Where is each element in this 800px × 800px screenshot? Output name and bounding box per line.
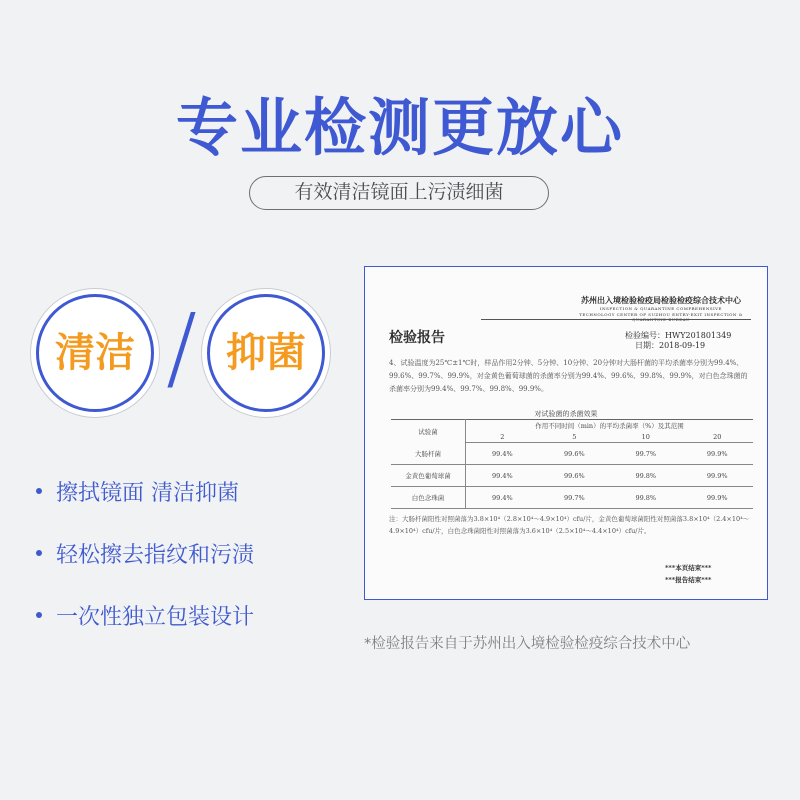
table-cell: 99.4% xyxy=(466,487,539,509)
report-table xyxy=(391,419,753,509)
table-header-time: 10 xyxy=(610,431,681,443)
feature-item xyxy=(34,538,254,600)
report-divider xyxy=(481,319,751,320)
feature-list xyxy=(34,476,254,662)
feature-item xyxy=(34,600,254,662)
badge-separator: / xyxy=(166,294,197,401)
inspection-report xyxy=(364,266,768,600)
table-cell: 99.6% xyxy=(539,443,610,465)
badge-antibacterial: 抑菌 xyxy=(207,294,325,412)
table-cell: 99.9% xyxy=(681,487,753,509)
bullet-icon xyxy=(36,550,42,556)
source-note: *检验报告来自于苏州出入境检验检疫综合技术中心 xyxy=(364,636,691,652)
feature-item xyxy=(34,476,254,538)
table-cell: 99.4% xyxy=(466,465,539,487)
table-cell-organism: 金黄色葡萄球菌 xyxy=(391,465,466,487)
page-headline: 专业检测更放心 xyxy=(175,91,624,164)
report-number: 检验编号：HWY201801349 xyxy=(625,331,732,340)
report-note: 注：大肠杆菌阳性对照菌落为3.8×10⁴（2.8×10⁴～4.9×10⁴）cfu/片，金黄色葡萄球菌阳性对照菌落3.8×10⁴（2.4×10⁴～4.9×10⁴）cfu/片，白色念珠菌阳性对照菌落为3.6×10⁴（2.5×10⁴～4.4×10⁴）cfu/片。 xyxy=(389,515,750,535)
report-end: ***报告结束*** xyxy=(665,576,712,584)
table-row xyxy=(391,487,753,509)
report-organization-en-line2: TECHNOLOGY CENTER OF SUZHOU ENTRY-EXIT INSPECTION & QUARANTINE BUREAU xyxy=(579,312,743,322)
table-cell: 99.7% xyxy=(610,443,681,465)
report-date: 日期：2018-09-19 xyxy=(635,341,706,350)
feature-text: 一次性独立包装设计 xyxy=(56,605,255,630)
report-paragraph: 4、试验温度为25℃±1℃时，样品作用2分钟、5分钟、10分钟、20分钟对大肠杆菌的平均杀菌率分别为99.4%、99.6%、99.7%、99.9%，对金黄色葡萄球菌的杀菌率分别为99.4%、99.6%、99.8%、99.9%，对白色念珠菌的杀菌率分别为99.4%、99.7%、99.8%、99.9%。 xyxy=(389,359,748,393)
table-cell: 99.7% xyxy=(539,487,610,509)
report-organization: 苏州出入境检验检疫局检验检疫综合技术中心 xyxy=(581,295,741,305)
table-cell: 99.8% xyxy=(610,465,681,487)
bullet-icon xyxy=(36,612,42,618)
table-header-span: 作用不同时间（min）的平均杀菌率（%）及其范围 xyxy=(535,422,684,430)
feature-text: 擦拭镜面 清洁抑菌 xyxy=(56,481,239,506)
report-end-page: ***本页结束*** xyxy=(665,564,712,572)
badge-clean: 清洁 xyxy=(36,294,154,412)
table-cell: 99.8% xyxy=(610,487,681,509)
feature-text: 轻松擦去指纹和污渍 xyxy=(56,543,255,568)
table-cell: 99.6% xyxy=(539,465,610,487)
table-header-time: 5 xyxy=(539,431,610,443)
table-cell-organism: 白色念珠菌 xyxy=(391,487,466,509)
table-header-time: 2 xyxy=(466,431,539,443)
report-table-caption: 对试验菌的杀菌效果 xyxy=(534,410,598,418)
subtitle-pill: 有效清洁镜面上污渍细菌 xyxy=(249,176,549,210)
table-header-organism: 试验菌 xyxy=(391,420,466,443)
table-cell: 99.9% xyxy=(681,465,753,487)
report-title: 检验报告 xyxy=(389,330,445,346)
table-cell-organism: 大肠杆菌 xyxy=(391,443,466,465)
table-cell: 99.9% xyxy=(681,443,753,465)
bullet-icon xyxy=(36,488,42,494)
table-cell: 99.4% xyxy=(466,443,539,465)
table-header-time: 20 xyxy=(681,431,753,443)
table-row xyxy=(391,443,753,465)
table-row xyxy=(391,465,753,487)
report-organization-en-line1: INSPECTION & QUARANTINE COMPREHENSIVE xyxy=(600,306,722,311)
